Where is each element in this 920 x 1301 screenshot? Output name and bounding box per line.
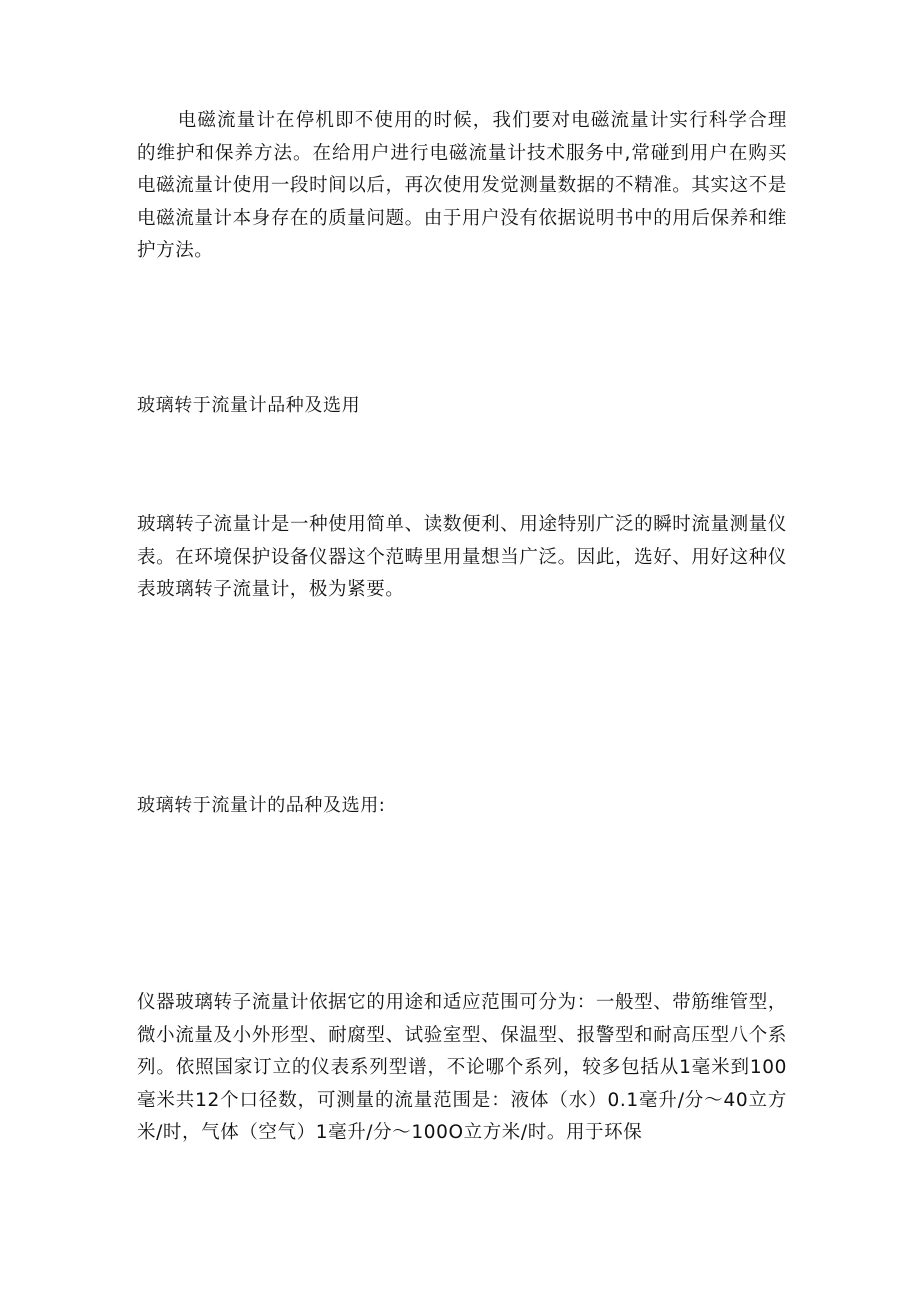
paragraph-rotameter-intro: 玻璃转子流量计是一种使用简单、读数便利、用途特别广泛的瞬时流量测量仪表。在环境保护设备仪器这个范畴里用量想当广泛。因此，选好、用好这种仪表玻璃转子流量计，极为紧要。 — [137, 514, 787, 600]
paragraph-rotameter-series: 仪器玻璃转子流量计依据它的用途和适应范围可分为：一般型、带筋维管型，微小流量及小外形型、耐腐型、试验室型、保温型、报警型和耐高压型八个系列。依照国家订立的仪表系列型谱，不论哪个系列，较多包括从1毫米到100毫米共12个口径数，可测量的流量范围是：液体（水）0.1毫升/分～40立方米/时，气体（空气）1毫升/分～100O立方米/时。用于环保 — [137, 992, 787, 1143]
section-heading-rotameter-types-colon: 玻璃转于流量计的品种及选用: — [137, 795, 386, 816]
section-heading-rotameter-types: 玻璃转于流量计品种及选用 — [137, 395, 361, 416]
paragraph-electromagnetic-flowmeter-maintenance: 电磁流量计在停机即不使用的时候，我们要对电磁流量计实行科学合理的维护和保养方法。在给用户进行电磁流量计技术服务中,常碰到用户在购买电磁流量计使用一段时间以后，再次使用发觉测量数据的不精准。其实这不是电磁流量计本身存在的质量问题。由于用户没有依据说明书中的用后保养和维护方法。 — [137, 110, 787, 261]
